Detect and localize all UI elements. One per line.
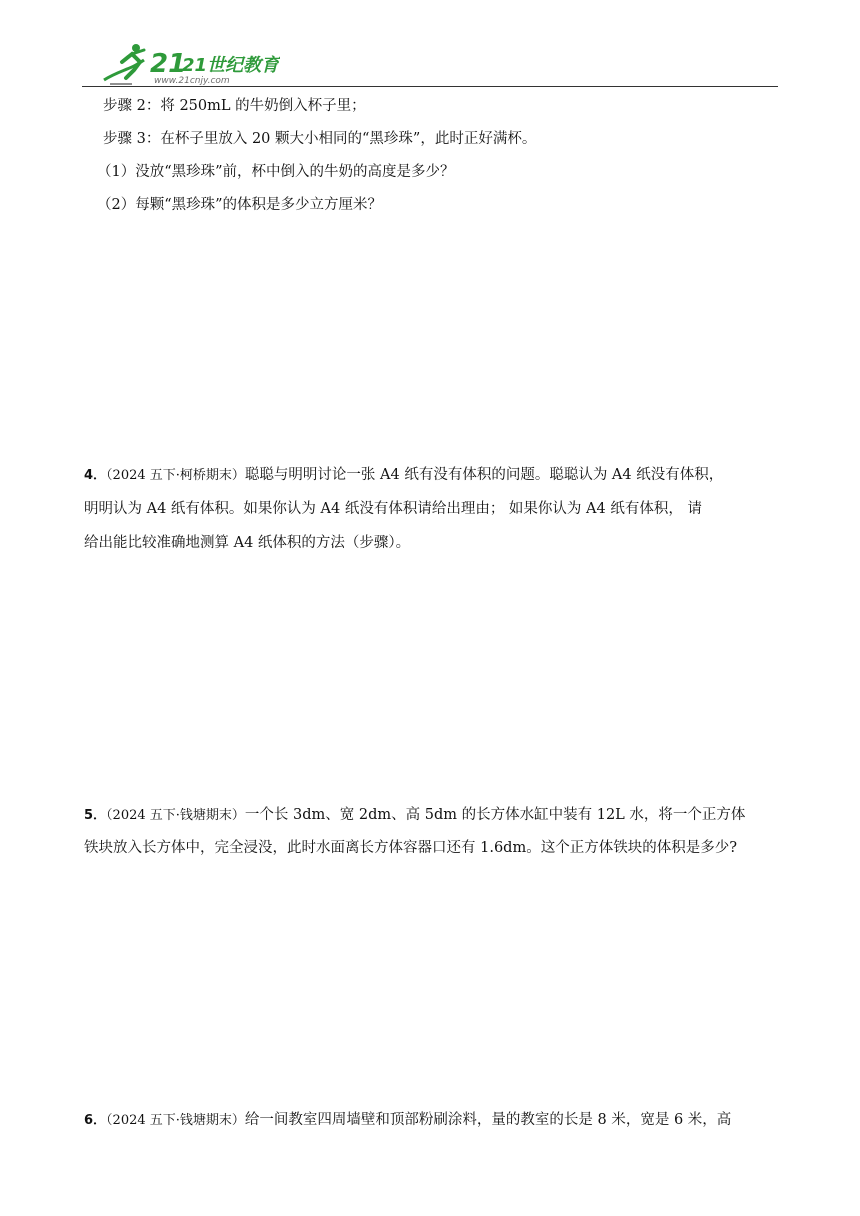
q4-text-1: 聪聪与明明讨论一张 A4 纸有没有体积的问题。聪聪认为 A4 纸没有体积，	[244, 467, 724, 483]
q5-line2: 铁块放入长方体中，完全浸没，此时水面离长方体容器口还有 1.6dm。这个正方体铁块的体积是多少?	[84, 840, 737, 856]
q6-source: （2024 五下·钱塘期末）	[106, 1113, 245, 1128]
q4-line1	[84, 465, 723, 486]
q6-number: 6．	[84, 1113, 107, 1128]
q3-step2: 步骤 2：将 250mL 的牛奶倒入杯子里；	[103, 98, 366, 114]
q5-source: （2024 五下·钱塘期末）	[106, 808, 245, 823]
q3-sub2: （2）每颗“黑珍珠”的体积是多少立方厘米？	[97, 197, 383, 213]
q4-line2: 明明认为 A4 纸有体积。如果你认为 A4 纸没有体积请给出理由； 如果你认为 A4 纸有体积， 请	[84, 501, 702, 517]
q3-sub1: （1）没放“黑珍珠”前，杯中倒入的牛奶的高度是多少？	[97, 164, 455, 180]
q5-text-1: 一个长 3dm、宽 2dm、高 5dm 的长方体水缸中装有 12L 水，将一个正方体	[244, 807, 746, 823]
header-rule	[82, 86, 778, 87]
q5-line1	[84, 805, 745, 826]
q4-number: 4．	[84, 468, 107, 483]
q6-line1	[84, 1110, 731, 1131]
logo-text: 21世纪教育	[182, 55, 280, 76]
q4-line3: 给出能比较准确地测算 A4 纸体积的方法（步骤）。	[84, 535, 411, 551]
runner-icon	[104, 44, 144, 84]
logo	[100, 40, 280, 86]
q6-text-1: 给一间教室四周墙壁和顶部粉刷涂料，量的教室的长是 8 米，宽是 6 米，高	[244, 1112, 732, 1128]
logo-url: www.21cnjy.com	[154, 76, 230, 86]
q4-source: （2024 五下·柯桥期末）	[106, 468, 245, 483]
q3-step3: 步骤 3：在杯子里放入 20 颗大小相同的“黑珍珠”，此时正好满杯。	[103, 131, 537, 147]
svg-text:21: 21	[150, 49, 187, 79]
q5-number: 5．	[84, 808, 107, 823]
